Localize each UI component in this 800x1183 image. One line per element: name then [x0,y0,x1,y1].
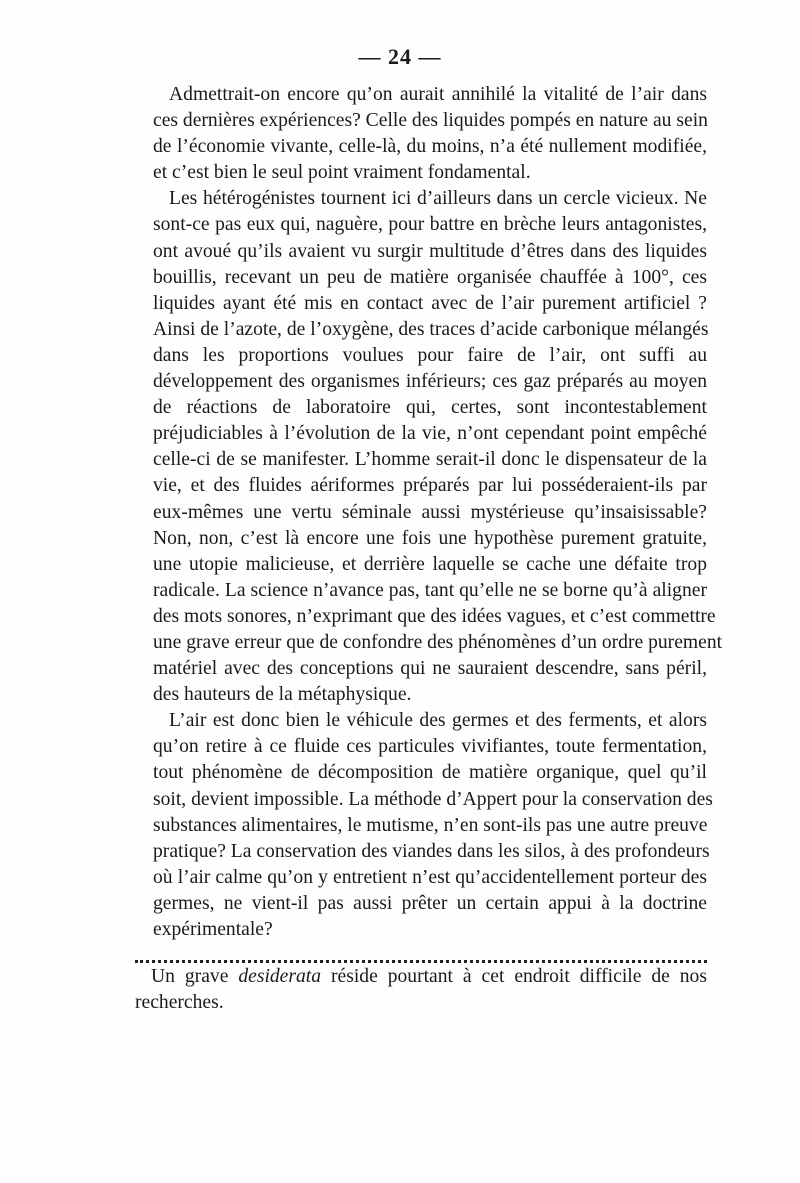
text-line: vie, et des fluides aériformes préparés par lui posséderaient-ils par [153,475,707,497]
paragraph-2 [135,186,723,708]
text-line: Ainsi de l’azote, de l’oxygène, des traces d’acide carbonique mélangés [153,318,709,340]
text-line: Les hétérogénistes tournent ici d’ailleurs dans un cercle vicieux. Ne [169,188,707,210]
text-line: où l’air calme qu’on y entretient n’est qu’accidentellement porteur des [153,866,707,888]
text-line: germes, ne vient-il pas aussi prêter un certain appui à la doctrine [153,892,707,914]
paragraph-final [135,964,707,1016]
text-line: ont avoué qu’ils avaient vu surgir multitude d’êtres dans des liquides [153,240,707,262]
text-line: expérimentale? [153,919,273,940]
text-line: de réactions de laboratoire qui, certes, sont incontestablement [153,397,707,419]
text-line: de l’économie vivante, celle-là, du moins, n’a été nullement modifiée, [153,136,707,158]
body-text [135,82,723,943]
paragraph-3 [135,708,713,943]
text-line: eux-mêmes une vertu séminale aussi mystérieuse qu’insaisissable? [153,501,707,523]
text-line: qu’on retire à ce fluide ces particules vivifiantes, toute fermentation, [153,736,707,758]
text-line: développement des organismes inférieurs; ces gaz préparés au moyen [153,371,707,393]
text-line: tout phénomène de décomposition de matière organique, quel qu’il [153,762,707,784]
text-line: L’air est donc bien le véhicule des germes et des ferments, et alors [169,710,707,732]
text-line: une grave erreur que de confondre des phénomènes d’un ordre purement [153,631,723,653]
text-line: dans les proportions voulues pour faire de l’air, ont suffi au [153,344,707,366]
text-line: et c’est bien le seul point vraiment fondamental. [153,162,531,184]
final-text-before: Un grave [151,966,239,987]
dotted-separator [135,950,707,963]
text-line: radicale. La science n’avance pas, tant qu’elle ne se borne qu’à aligner [153,579,707,601]
text-line: bouillis, recevant un peu de matière organisée chauffée à 100°, ces [153,266,707,288]
text-line [135,964,707,990]
text-line: pratique? La conservation des viandes dans les silos, à des profondeurs [153,840,710,862]
text-line: soit, devient impossible. La méthode d’Appert pour la conservation des [153,788,713,810]
text-line: liquides ayant été mis en contact avec de l’air purement artificiel ? [153,292,707,314]
text-line: Non, non, c’est là encore une fois une hypothèse purement gratuite, [153,527,707,549]
italic-term: desiderata [238,966,322,987]
text-line: sont-ce pas eux qui, naguère, pour battre en brèche leurs antagonistes, [153,214,707,236]
text-line: Admettrait-on encore qu’on aurait annihilé la vitalité de l’air dans [169,84,707,105]
text-line: des hauteurs de la métaphysique. [153,684,412,706]
paragraph-1 [135,82,707,186]
text-line: une utopie malicieuse, et derrière laquelle se cache une défaite trop [153,553,707,575]
page-number: — 24 — [358,44,442,69]
text-line: celle-ci de se manifester. L’homme serait-il donc le dispensateur de la [153,449,707,471]
text-line: matériel avec des conceptions qui ne sauraient descendre, sans péril, [153,658,707,680]
text-line: recherches. [135,992,224,1014]
text-line: substances alimentaires, le mutisme, n’en sont-ils pas une autre preuve [153,814,708,836]
text-line: des mots sonores, n’exprimant que des idées vagues, et c’est commettre [153,605,716,627]
final-text-after: réside pourtant à cet endroit difficile de nos [321,966,707,987]
text-line: ces dernières expériences? Celle des liquides pompés en nature au sein [153,110,708,132]
text-line: préjudiciables à l’évolution de la vie, n’ont cependant point empêché [153,423,707,445]
